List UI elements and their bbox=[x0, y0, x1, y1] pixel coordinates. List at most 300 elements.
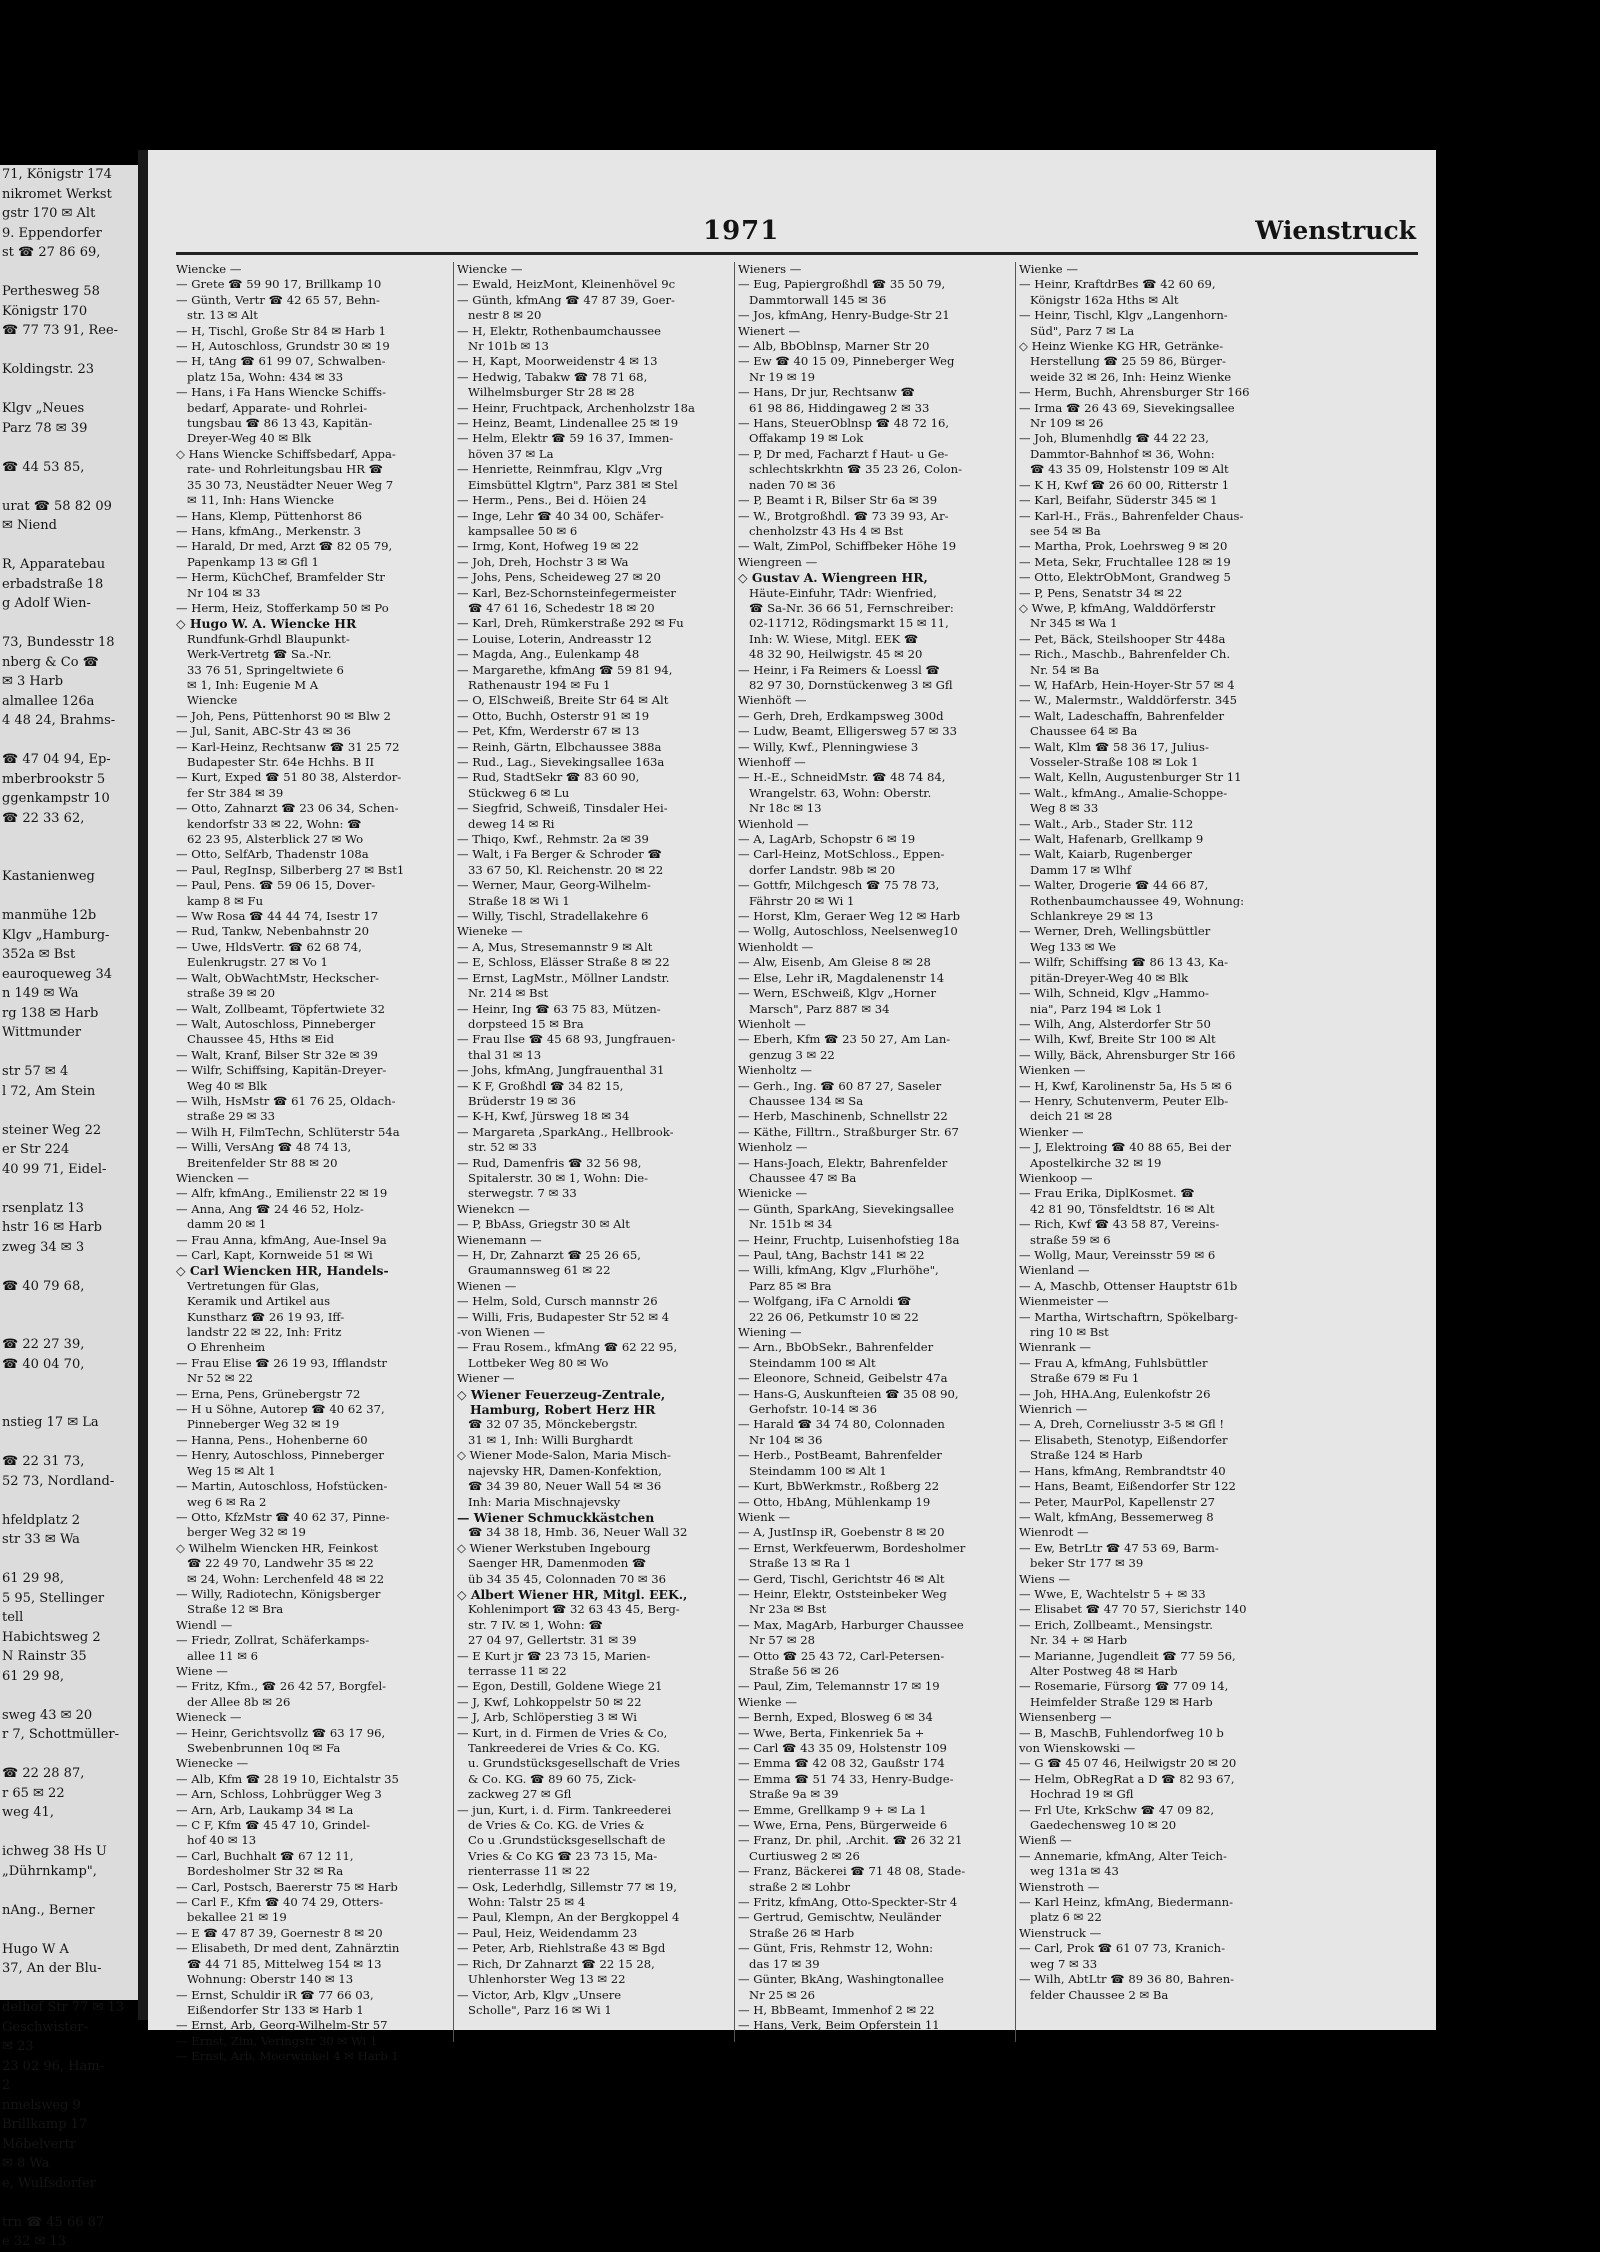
directory-entry: — Frl Ute, KrkSchw ☎ 47 09 82, bbox=[1019, 1802, 1215, 1817]
directory-entry: — J, Arb, Schlöperstieg 3 ✉ Wi bbox=[457, 1710, 637, 1725]
directory-entry: — Rud, Damenfris ☎ 32 56 98, bbox=[457, 1155, 642, 1170]
directory-entry: — jun, Kurt, i. d. Firm. Tankreederei bbox=[457, 1802, 672, 1817]
left-fragment-line: sweg 43 ✉ 20 bbox=[2, 1707, 93, 1723]
left-fragment-line bbox=[0, 380, 138, 400]
left-fragment-line: almallee 126a bbox=[2, 693, 95, 709]
directory-entry: — Wwe, Berta, Finkenriek 5a + bbox=[738, 1725, 925, 1740]
directory-entry: Wienemann — bbox=[457, 1232, 542, 1247]
directory-entry: — P, Dr med, Facharzt f Haut- u Ge- bbox=[738, 446, 949, 461]
left-fragment-line bbox=[0, 1433, 138, 1453]
directory-entry: — P, Beamt i R, Bilser Str 6a ✉ 39 bbox=[738, 493, 938, 508]
directory-entry: — B, MaschB, Fuhlendorfweg 10 b bbox=[1019, 1725, 1224, 1740]
directory-entry: terrasse 11 ✉ 22 bbox=[457, 1663, 567, 1678]
left-fragment-line: str 33 ✉ Wa bbox=[2, 1532, 80, 1547]
directory-entry: — Carl-Heinz, MotSchloss., Eppen- bbox=[738, 847, 945, 862]
directory-entry: straße 39 ✉ 20 bbox=[176, 986, 275, 1001]
directory-entry: Wienicke — bbox=[738, 1186, 808, 1201]
directory-entry: — Paul, Klempn, An der Bergkoppel 4 bbox=[457, 1910, 680, 1925]
directory-entry: — C F, Kfm ☎ 45 47 10, Grindel- bbox=[176, 1818, 371, 1833]
directory-entry: das 17 ✉ 39 bbox=[738, 1956, 820, 1971]
left-fragment-line: weg 41, bbox=[2, 1805, 54, 1820]
left-fragment-line: hfeldplatz 2 bbox=[2, 1512, 81, 1528]
directory-entry: — Carl, Kapt, Kornweide 51 ✉ Wi bbox=[176, 1248, 373, 1262]
directory-entry: — Walt, Klm ☎ 58 36 17, Julius- bbox=[1019, 739, 1209, 754]
directory-entry: — Arn., BbObSekr., Bahrenfelder bbox=[738, 1340, 934, 1355]
directory-entry: — Fritz, kfmAng, Otto-Speckter-Str 4 bbox=[738, 1895, 958, 1910]
directory-entry: — Willy, Tischl, Stradellakehre 6 bbox=[457, 909, 649, 924]
left-fragment-line: Hugo W A bbox=[2, 1941, 69, 1957]
left-fragment-line bbox=[0, 1920, 138, 1940]
directory-entry: -von Wienen — bbox=[457, 1325, 545, 1340]
directory-entry: Gerhofstr. 10-14 ✉ 36 bbox=[738, 1402, 877, 1417]
directory-entry: Wienert — bbox=[738, 323, 801, 338]
directory-entry: — Willy, Radiotechn, Königsberger bbox=[176, 1586, 381, 1601]
directory-entry: — Eleonore, Schneid, Geibelstr 47a bbox=[738, 1371, 948, 1386]
directory-entry: najevsky HR, Damen-Konfektion, bbox=[457, 1463, 662, 1478]
directory-entry: Nr 345 ✉ Wa 1 bbox=[1019, 616, 1118, 631]
directory-entry: Wrangelstr. 63, Wohn: Oberstr. bbox=[738, 785, 932, 800]
directory-entry: — Peter, MaurPol, Kapellenstr 27 bbox=[1019, 1494, 1215, 1509]
directory-entry: ◇ Hans Wiencke Schiffsbedarf, Appa- bbox=[176, 446, 396, 461]
directory-entry: Nr 57 ✉ 28 bbox=[738, 1633, 816, 1648]
directory-entry: — Heinr, Ing ☎ 63 75 83, Mützen- bbox=[457, 1001, 661, 1016]
directory-entry: Chaussee 45, Hths ✉ Eid bbox=[176, 1032, 335, 1047]
left-fragment-line: ☎ 40 79 68, bbox=[2, 1278, 85, 1294]
directory-entry: — A, JustInsp iR, Goebenstr 8 ✉ 20 bbox=[738, 1525, 945, 1540]
book-gutter bbox=[138, 150, 148, 2020]
directory-entry: ◇ Gustav A. Wiengreen HR, bbox=[738, 570, 928, 586]
directory-entry: 22 26 06, Petkumstr 10 ✉ 22 bbox=[738, 1309, 919, 1324]
directory-entry: — Harald, Dr med, Arzt ☎ 82 05 79, bbox=[176, 539, 393, 554]
directory-entry: Königstr 162a Hths ✉ Alt bbox=[1019, 292, 1179, 307]
directory-entry: — Wilh, AbtLtr ☎ 89 36 80, Bahren- bbox=[1019, 1972, 1235, 1987]
directory-entry: nestr 8 ✉ 20 bbox=[457, 308, 542, 323]
directory-entry: — Helm, Elektr ☎ 59 16 37, Immen- bbox=[457, 431, 674, 446]
directory-entry: — Ernst, Arb, Georg-Wilhelm-Str 57 bbox=[176, 2018, 388, 2033]
column-divider bbox=[453, 262, 454, 2042]
directory-entry: — Thiqo, Kwf., Rehmstr. 2a ✉ 39 bbox=[457, 832, 649, 847]
directory-entry: 02-11712, Rödingsmarkt 15 ✉ 11, bbox=[738, 616, 949, 631]
directory-entry: deweg 14 ✉ Ri bbox=[457, 816, 555, 831]
directory-entry: Weg 40 ✉ Blk bbox=[176, 1078, 268, 1093]
directory-entry: — Willi, Fris, Budapester Str 52 ✉ 4 bbox=[457, 1309, 670, 1324]
left-fragment-line: ☎ 22 27 39, bbox=[2, 1337, 85, 1352]
directory-entry: Wienecke — bbox=[176, 1756, 249, 1771]
directory-entry: 61 98 86, Hiddingaweg 2 ✉ 33 bbox=[738, 400, 930, 415]
directory-entry: — Wilh, Ang, Alsterdorfer Str 50 bbox=[1019, 1016, 1211, 1031]
directory-entry: von Wienskowski — bbox=[1019, 1741, 1136, 1755]
directory-entry: höven 37 ✉ La bbox=[457, 446, 554, 461]
directory-entry: — Erich, Zollbeamt., Mensingstr. bbox=[1019, 1617, 1213, 1632]
left-fragment-line bbox=[0, 1491, 138, 1511]
directory-entry: Straße 13 ✉ Ra 1 bbox=[738, 1556, 852, 1571]
directory-entry: — Jos, kfmAng, Henry-Budge-Str 21 bbox=[738, 308, 950, 323]
left-fragment-line: r 7, Schottmüller- bbox=[2, 1727, 120, 1742]
directory-entry: straße 59 ✉ 6 bbox=[1019, 1232, 1111, 1247]
directory-entry: de Vries & Co. KG. de Vries & bbox=[457, 1818, 645, 1833]
directory-entry: — Wolfgang, iFa C Arnoldi ☎ bbox=[738, 1294, 912, 1309]
left-fragment-line: Geschwister- bbox=[2, 2019, 88, 2035]
directory-entry: — J, Elektroing ☎ 40 88 65, Bei der bbox=[1019, 1140, 1231, 1155]
directory-entry: — Martha, Prok, Loehrsweg 9 ✉ 20 bbox=[1019, 539, 1228, 554]
directory-entry: Wiens — bbox=[1019, 1571, 1070, 1586]
left-fragment-line: N Rainstr 35 bbox=[2, 1649, 87, 1664]
directory-entry: — Ew, BetrLtr ☎ 47 53 69, Barm- bbox=[1019, 1540, 1219, 1555]
directory-entry: ◇ Albert Wiener HR, Mitgl. EEK., bbox=[457, 1586, 688, 1602]
directory-entry: Wiencke — bbox=[176, 262, 242, 276]
directory-entry: — Wollg, Maur, Vereinsstr 59 ✉ 6 bbox=[1019, 1248, 1216, 1262]
directory-entry: Wienken — bbox=[1019, 1063, 1086, 1078]
directory-entry: damm 20 ✉ 1 bbox=[176, 1217, 267, 1232]
directory-entry: 42 81 90, Tönsfeldtstr. 16 ✉ Alt bbox=[1019, 1201, 1215, 1216]
left-fragment-line bbox=[0, 1686, 138, 1706]
left-fragment-line bbox=[0, 2193, 138, 2213]
directory-entry: — K H, Kwf ☎ 26 60 00, Ritterstr 1 bbox=[1019, 477, 1230, 492]
directory-entry: — Victor, Arb, Klgv „Unsere bbox=[457, 1987, 622, 2002]
directory-entry: — Helm, ObRegRat a D ☎ 82 93 67, bbox=[1019, 1771, 1235, 1786]
directory-entry: platz 15a, Wohn: 434 ✉ 33 bbox=[176, 369, 344, 384]
directory-entry: — Wiener Schmuckkästchen bbox=[457, 1509, 655, 1525]
directory-entry: ☎ Sa-Nr. 36 66 51, Fernschreiber: bbox=[738, 600, 954, 615]
directory-entry: Weg 133 ✉ We bbox=[1019, 939, 1117, 954]
directory-entry: — Frau Erika, DiplKosmet. ☎ bbox=[1019, 1186, 1195, 1201]
directory-entry: Parz 85 ✉ Bra bbox=[738, 1278, 832, 1293]
directory-entry: — Anna, Ang ☎ 24 46 52, Holz- bbox=[176, 1201, 364, 1216]
directory-entry: platz 6 ✉ 22 bbox=[1019, 1910, 1102, 1925]
directory-entry: — Martin, Autoschloss, Hofstücken- bbox=[176, 1479, 388, 1494]
left-fragment-line bbox=[0, 1296, 138, 1316]
directory-entry: — Frau A, kfmAng, Fuhlsbüttler bbox=[1019, 1355, 1208, 1370]
directory-entry: — Henry, Autoschloss, Pinneberger bbox=[176, 1448, 384, 1463]
left-fragment-line: nmelsweg 9 bbox=[2, 2097, 81, 2113]
directory-entry: genzug 3 ✉ 22 bbox=[738, 1047, 835, 1062]
directory-entry: Wienekcn — bbox=[457, 1201, 530, 1216]
directory-entry: — Karl, Beifahr, Süderstr 345 ✉ 1 bbox=[1019, 493, 1218, 508]
directory-entry: — A, Dreh, Corneliusstr 3-5 ✉ Gfl ! bbox=[1019, 1417, 1225, 1432]
directory-entry: Nr 19 ✉ 19 bbox=[738, 369, 816, 384]
directory-entry: — Herb, Maschinenb, Schnellstr 22 bbox=[738, 1109, 948, 1124]
column-4 bbox=[1019, 262, 1292, 2042]
directory-entry: u. Grundstücksgesellschaft de Vries bbox=[457, 1756, 680, 1771]
directory-entry: — Carl ☎ 43 35 09, Holstenstr 109 bbox=[738, 1741, 947, 1755]
directory-entry: — H, Tischl, Große Str 84 ✉ Harb 1 bbox=[176, 323, 386, 338]
directory-entry: Lottbeker Weg 80 ✉ Wo bbox=[457, 1355, 609, 1370]
directory-entry: — Paul, tAng, Bachstr 141 ✉ 22 bbox=[738, 1248, 925, 1262]
directory-entry: — Helm, Sold, Cursch mannstr 26 bbox=[457, 1294, 658, 1309]
directory-entry: — Paul, Heiz, Weidendamm 23 bbox=[457, 1925, 638, 1940]
directory-entry: Breitenfelder Str 88 ✉ 20 bbox=[176, 1155, 338, 1170]
directory-entry: Rathenaustr 194 ✉ Fu 1 bbox=[457, 677, 611, 692]
directory-entry: ◇ Carl Wiencken HR, Handels- bbox=[176, 1263, 389, 1279]
directory-entry: — Friedr, Zollrat, Schäferkamps- bbox=[176, 1633, 370, 1648]
directory-entry: Eimsbüttel Klgtrn", Parz 381 ✉ Stel bbox=[457, 477, 678, 492]
directory-entry: ◇ Wiener Feuerzeug-Zentrale, bbox=[457, 1386, 666, 1402]
directory-entry: — Hans, kfmAng, Rembrandtstr 40 bbox=[1019, 1463, 1226, 1478]
directory-entry: — Franz, Dr. phil, .Archit. ☎ 26 32 21 bbox=[738, 1833, 963, 1848]
left-fragment-line: Parz 78 ✉ 39 bbox=[2, 420, 88, 436]
directory-entry: — Walt, ZimPol, Schiffbeker Höhe 19 bbox=[738, 539, 957, 554]
directory-entry: — Wollg, Autoschloss, Neelsenweg10 bbox=[738, 924, 958, 939]
left-fragment-line: 4 48 24, Brahms- bbox=[2, 713, 116, 728]
directory-entry: — Willi, VersAng ☎ 48 74 13, bbox=[176, 1140, 352, 1155]
left-fragment-line: 40 99 71, Eidel- bbox=[2, 1161, 107, 1177]
directory-entry: ◇ Hugo W. A. Wiencke HR bbox=[176, 616, 357, 632]
directory-entry: — Kurt, Exped ☎ 51 80 38, Alsterdor- bbox=[176, 770, 402, 785]
directory-entry: Steindamm 100 ✉ Alt bbox=[738, 1355, 876, 1370]
directory-entry: Dammtor-Bahnhof ✉ 36, Wohn: bbox=[1019, 446, 1215, 461]
directory-entry: — A, LagArb, Schopstr 6 ✉ 19 bbox=[738, 832, 916, 847]
directory-entry: Hochrad 19 ✉ Gfl bbox=[1019, 1787, 1134, 1802]
left-fragment-line: ✉ 8 Wa bbox=[2, 2156, 50, 2171]
directory-entry: Vertretungen für Glas, bbox=[176, 1278, 320, 1293]
directory-entry: — Elisabeth, Dr med dent, Zahnärztin bbox=[176, 1941, 400, 1956]
directory-entry: Offakamp 19 ✉ Lok bbox=[738, 431, 864, 446]
directory-entry: Wienkoop — bbox=[1019, 1170, 1093, 1185]
directory-entry: — Hans, Dr jur, Rechtsanw ☎ bbox=[738, 385, 915, 400]
directory-entry: — Otto, SelfArb, Thadenstr 108a bbox=[176, 847, 369, 862]
directory-entry: & Co. KG. ☎ 89 60 75, Zick- bbox=[457, 1771, 637, 1786]
directory-entry: — Ernst, Schuldir iR ☎ 77 66 03, bbox=[176, 1987, 374, 2002]
directory-entry: Wienhoff — bbox=[738, 755, 806, 769]
directory-entry: — Heinr, i Fa Reimers & Loessl ☎ bbox=[738, 662, 940, 677]
directory-entry: — Eberh, Kfm ☎ 23 50 27, Am Lan- bbox=[738, 1032, 951, 1047]
directory-entry: Kohlenimport ☎ 32 63 43 45, Berg- bbox=[457, 1602, 680, 1617]
directory-entry: — Carl, Prok ☎ 61 07 73, Kranich- bbox=[1019, 1941, 1226, 1956]
directory-entry: — Harald ☎ 34 74 80, Colonnaden bbox=[738, 1417, 945, 1432]
left-fragment-line: zweg 34 ✉ 3 bbox=[2, 1239, 85, 1255]
directory-entry: — Karl, Dreh, Rümkerstraße 292 ✉ Fu bbox=[457, 616, 684, 631]
directory-entry: Wiener — bbox=[457, 1371, 515, 1386]
directory-entry: ◇ Heinz Wienke KG HR, Getränke- bbox=[1019, 339, 1224, 354]
directory-entry: — Frau Anna, kfmAng, Aue-Insel 9a bbox=[176, 1232, 387, 1247]
left-fragment-line bbox=[0, 848, 138, 868]
directory-entry: Wieneck — bbox=[176, 1710, 242, 1725]
directory-entry: Nr 23a ✉ Bst bbox=[738, 1602, 827, 1617]
directory-entry: Straße 124 ✉ Harb bbox=[1019, 1448, 1143, 1463]
directory-entry: — O, ElSchweiß, Breite Str 64 ✉ Alt bbox=[457, 693, 669, 708]
left-fragment-line: ☎ 77 73 91, Ree- bbox=[2, 323, 119, 338]
directory-entry: — K F, Großhdl ☎ 34 82 15, bbox=[457, 1078, 624, 1093]
directory-entry: — Günt, Fris, Rehmstr 12, Wohn: bbox=[738, 1941, 934, 1956]
directory-entry: Wiendl — bbox=[176, 1617, 233, 1632]
left-fragment-line: ☎ 22 31 73, bbox=[2, 1454, 85, 1469]
directory-entry: — Rosemarie, Fürsorg ☎ 77 09 14, bbox=[1019, 1679, 1229, 1694]
directory-entry: 62 23 95, Alsterblick 27 ✉ Wo bbox=[176, 832, 364, 847]
directory-entry: Saenger HR, Damenmoden ☎ bbox=[457, 1556, 647, 1571]
left-fragment-line bbox=[0, 731, 138, 751]
directory-entry: — Martha, Wirtschaftrn, Spökelbarg- bbox=[1019, 1309, 1238, 1324]
directory-entry: — Heinz, Beamt, Lindenallee 25 ✉ 19 bbox=[457, 416, 679, 431]
directory-entry: 27 04 97, Gellertstr. 31 ✉ 39 bbox=[457, 1633, 637, 1648]
directory-entry: Inh: Maria Mischnajevsky bbox=[457, 1494, 621, 1509]
column-divider bbox=[1015, 262, 1016, 2042]
directory-entry: — Franz, Bäckerei ☎ 71 48 08, Stade- bbox=[738, 1864, 966, 1879]
left-fragment-line bbox=[0, 1043, 138, 1063]
directory-entry: Wienke — bbox=[738, 1694, 797, 1709]
directory-entry: Straße 9a ✉ 39 bbox=[738, 1787, 839, 1802]
directory-entry: rienterrasse 11 ✉ 22 bbox=[457, 1864, 591, 1879]
directory-entry: Wienrich — bbox=[1019, 1402, 1088, 1417]
directory-entry: — W, HafArb, Hein-Hoyer-Str 57 ✉ 4 bbox=[1019, 677, 1235, 692]
left-fragment-line: g Adolf Wien- bbox=[2, 596, 91, 611]
left-fragment-line: rsenplatz 13 bbox=[2, 1200, 84, 1216]
directory-entry: Straße 18 ✉ Wi 1 bbox=[457, 893, 570, 908]
directory-entry: — G ☎ 45 07 46, Heilwigstr 20 ✉ 20 bbox=[1019, 1756, 1237, 1771]
directory-entry: Wohnung: Oberstr 140 ✉ 13 bbox=[176, 1972, 354, 1987]
directory-entry: — Magda, Ang., Eulenkamp 48 bbox=[457, 647, 640, 662]
directory-entry: Kunstharz ☎ 26 19 93, Iff- bbox=[176, 1309, 345, 1324]
directory-entry: bekallee 21 ✉ 19 bbox=[176, 1910, 287, 1925]
left-fragment-line: nstieg 17 ✉ La bbox=[2, 1415, 99, 1430]
directory-entry: — Peter, Arb, Riehlstraße 43 ✉ Bgd bbox=[457, 1941, 666, 1956]
left-fragment-line bbox=[0, 1745, 138, 1765]
directory-entry: 35 30 73, Neustädter Neuer Weg 7 bbox=[176, 477, 394, 492]
left-fragment-line: 61 29 98, bbox=[2, 1668, 65, 1684]
directory-entry: — Werner, Maur, Georg-Wilhelm- bbox=[457, 878, 651, 893]
directory-entry: ✉ 11, Inh: Hans Wiencke bbox=[176, 493, 334, 508]
directory-entry: nia", Parz 194 ✉ Lok 1 bbox=[1019, 1001, 1163, 1016]
left-fragment-line: Möbelvertr bbox=[2, 2136, 77, 2152]
directory-entry: Wienhold — bbox=[738, 816, 809, 831]
directory-entry: — Joh, Dreh, Hochstr 3 ✉ Wa bbox=[457, 554, 629, 569]
column-2 bbox=[457, 262, 730, 2042]
directory-entry: Vries & Co KG ☎ 23 73 15, Ma- bbox=[457, 1848, 658, 1863]
directory-entry: Eulenkrugstr. 27 ✉ Vo 1 bbox=[176, 955, 328, 970]
left-fragment-line bbox=[0, 1979, 138, 1999]
directory-entry: — Hans, kfmAng., Merkenstr. 3 bbox=[176, 523, 361, 538]
directory-entry: — Joh, HHA.Ang, Eulenkofstr 26 bbox=[1019, 1386, 1211, 1401]
directory-entry: — Paul, RegInsp, Silberberg 27 ✉ Bst1 bbox=[176, 862, 405, 877]
directory-entry: Nr 109 ✉ 26 bbox=[1019, 416, 1104, 431]
directory-entry: pitän-Dreyer-Weg 40 ✉ Blk bbox=[1019, 970, 1189, 985]
directory-entry: Stückweg 6 ✉ Lu bbox=[457, 785, 570, 800]
directory-entry: — Herb., PostBeamt, Bahrenfelder bbox=[738, 1448, 942, 1463]
directory-entry: Dammtorwall 145 ✉ 36 bbox=[738, 292, 887, 307]
directory-entry: Wienland — bbox=[1019, 1263, 1090, 1278]
directory-entry: — Gerd, Tischl, Gerichtstr 46 ✉ Alt bbox=[738, 1571, 945, 1586]
left-fragment-line: hstr 16 ✉ Harb bbox=[2, 1220, 102, 1235]
directory-entry: — Joh, Blumenhdlg ☎ 44 22 23, bbox=[1019, 431, 1209, 446]
directory-entry: — Karl-Heinz, Rechtsanw ☎ 31 25 72 bbox=[176, 739, 400, 754]
directory-entry: Straße 679 ✉ Fu 1 bbox=[1019, 1371, 1140, 1386]
left-fragment-line: n 149 ✉ Wa bbox=[2, 986, 79, 1001]
left-fragment-line: Perthesweg 58 bbox=[2, 284, 100, 299]
directory-entry: — Erna, Pens, Grünebergstr 72 bbox=[176, 1386, 361, 1401]
directory-entry: — Hedwig, Tabakw ☎ 78 71 68, bbox=[457, 369, 648, 384]
directory-entry: O Ehrenheim bbox=[176, 1340, 266, 1355]
directory-entry: str. 7 IV. ✉ 1, Wohn: ☎ bbox=[457, 1617, 603, 1632]
directory-entry: ✉ 1, Inh: Eugenie M A bbox=[176, 677, 319, 692]
left-fragment-line: Brillkamp 17 bbox=[2, 2117, 88, 2132]
directory-entry: Wilhelmsburger Str 28 ✉ 28 bbox=[457, 385, 635, 400]
left-fragment-line: 23 02 96, Ham- bbox=[2, 2058, 104, 2074]
directory-entry: — Alw, Eisenb, Am Gleise 8 ✉ 28 bbox=[738, 955, 931, 970]
running-head: Wienstruck bbox=[1255, 216, 1416, 245]
directory-entry: Straße 12 ✉ Bra bbox=[176, 1602, 284, 1617]
directory-entry: — Willy, Bäck, Ahrensburger Str 166 bbox=[1019, 1047, 1236, 1062]
directory-entry: Rundfunk-Grhdl Blaupunkt- bbox=[176, 631, 350, 646]
left-fragment-line: steiner Weg 22 bbox=[2, 1122, 102, 1138]
directory-entry: Papenkamp 13 ✉ Gfl 1 bbox=[176, 554, 319, 569]
directory-entry: Wienker — bbox=[1019, 1124, 1084, 1139]
directory-entry: — H, tAng ☎ 61 99 07, Schwalben- bbox=[176, 354, 386, 369]
directory-entry: Wienk — bbox=[738, 1509, 791, 1524]
directory-entry: ◇ Wiener Werkstuben Ingebourg bbox=[457, 1540, 651, 1555]
directory-entry: Nr. 151b ✉ 34 bbox=[738, 1217, 833, 1232]
directory-entry: Wienrodt — bbox=[1019, 1525, 1089, 1540]
directory-entry: ☎ 44 71 85, Mittelweg 154 ✉ 13 bbox=[176, 1956, 382, 1971]
directory-entry: — Otto ☎ 25 43 72, Carl-Petersen- bbox=[738, 1648, 945, 1663]
directory-entry: — Wilfr, Schiffsing ☎ 86 13 43, Ka- bbox=[1019, 955, 1229, 970]
directory-entry: — Walt, Kelln, Augustenburger Str 11 bbox=[1019, 770, 1242, 785]
directory-entry: — Grete ☎ 59 90 17, Brillkamp 10 bbox=[176, 277, 382, 292]
directory-entry: weg 131a ✉ 43 bbox=[1019, 1864, 1119, 1879]
directory-entry: Pinneberger Weg 32 ✉ 19 bbox=[176, 1417, 340, 1432]
directory-entry: — Willy, Kwf., Plenningwiese 3 bbox=[738, 739, 919, 754]
directory-entry: — Egon, Destill, Goldene Wiege 21 bbox=[457, 1679, 663, 1694]
directory-entry: ☎ 34 38 18, Hmb. 36, Neuer Wall 32 bbox=[457, 1525, 688, 1540]
directory-entry: Wienß — bbox=[1019, 1833, 1072, 1848]
directory-entry: — A, Mus, Stresemannstr 9 ✉ Alt bbox=[457, 939, 653, 954]
directory-entry: zackweg 27 ✉ Gfl bbox=[457, 1787, 572, 1802]
directory-entry: — Heinr, Tischl, Klgv „Langenhorn- bbox=[1019, 308, 1228, 323]
directory-entry: — H, Dr, Zahnarzt ☎ 25 26 65, bbox=[457, 1248, 641, 1262]
directory-entry: — Walter, Drogerie ☎ 44 66 87, bbox=[1019, 878, 1209, 893]
directory-entry: — Günth, SparkAng, Sievekingsallee bbox=[738, 1201, 954, 1216]
directory-entry: Wienholdt — bbox=[738, 939, 814, 954]
directory-entry: — Wwe, Erna, Pens, Bürgerweide 6 bbox=[738, 1818, 948, 1833]
directory-entry: ☎ 43 35 09, Holstenstr 109 ✉ Alt bbox=[1019, 462, 1229, 477]
directory-entry: — Arn, Schloss, Lohbrügger Weg 3 bbox=[176, 1787, 382, 1802]
directory-entry: — Arn, Arb, Laukamp 34 ✉ La bbox=[176, 1802, 354, 1817]
directory-entry: — Ernst, Zim, Veringstr 30 ✉ Wi 1 bbox=[176, 2033, 378, 2048]
directory-entry: — Wwe, E, Wachtelstr 5 + ✉ 33 bbox=[1019, 1586, 1206, 1601]
directory-entry: — Hans, Beamt, Eißendorfer Str 122 bbox=[1019, 1479, 1236, 1494]
directory-entry: — Max, MagArb, Harburger Chaussee bbox=[738, 1617, 964, 1632]
directory-entry: — Hans, SteuerOblnsp ☎ 48 72 16, bbox=[738, 416, 950, 431]
directory-entry: — Paul, Pens. ☎ 59 06 15, Dover- bbox=[176, 878, 376, 893]
directory-entry: Wienholz — bbox=[738, 1140, 808, 1155]
directory-entry: — Heinr, Fruchtp, Luisenhofstieg 18a bbox=[738, 1232, 960, 1247]
directory-entry: Wienhöft — bbox=[738, 693, 807, 708]
directory-entry: ✉ 24, Wohn: Lerchenfeld 48 ✉ 22 bbox=[176, 1571, 385, 1586]
directory-entry: Nr 104 ✉ 33 bbox=[176, 585, 261, 600]
directory-entry: der Allee 8b ✉ 26 bbox=[176, 1694, 291, 1709]
directory-entry: — Carl, Postsch, Baererstr 75 ✉ Harb bbox=[176, 1879, 398, 1894]
directory-entry: — Herm., Pens., Bei d. Höien 24 bbox=[457, 493, 647, 508]
left-fragment-line: Klgv „Hamburg- bbox=[2, 927, 110, 943]
directory-entry: — H.-E., SchneidMstr. ☎ 48 74 84, bbox=[738, 770, 946, 785]
directory-entry: — Joh, Pens, Püttenhorst 90 ✉ Blw 2 bbox=[176, 708, 391, 723]
directory-entry: Chaussee 134 ✉ Sa bbox=[738, 1093, 864, 1108]
directory-entry: — Irmg, Kont, Hofweg 19 ✉ 22 bbox=[457, 539, 639, 554]
column-3 bbox=[738, 262, 1011, 2042]
left-fragment-line: 37, An der Blu- bbox=[2, 1961, 102, 1976]
directory-entry: — Hans-Joach, Elektr, Bahrenfelder bbox=[738, 1155, 948, 1170]
directory-entry: — Heinr, Gerichtsvollz ☎ 63 17 96, bbox=[176, 1725, 386, 1740]
left-fragment-line: ☎ 47 04 94, Ep- bbox=[2, 752, 111, 767]
directory-entry: — Hans-G, Auskunfteien ☎ 35 08 90, bbox=[738, 1386, 959, 1401]
left-fragment-line: ✉ 3 Harb bbox=[2, 674, 64, 689]
left-fragment-line: ichweg 38 Hs U bbox=[2, 1844, 107, 1859]
left-fragment-line bbox=[0, 477, 138, 497]
directory-entry: — Frau Elise ☎ 26 19 93, Ifflandstr bbox=[176, 1355, 387, 1370]
directory-entry: Wohn: Talstr 25 ✉ 4 bbox=[457, 1895, 586, 1910]
directory-entry: — Gottfr, Milchgesch ☎ 75 78 73, bbox=[738, 878, 940, 893]
directory-entry: — Günth, kfmAng ☎ 47 87 39, Goer- bbox=[457, 292, 675, 307]
directory-entry: Wiencke — bbox=[457, 262, 523, 276]
directory-entry: — Willi, kfmAng, Klgv „Flurhöhe", bbox=[738, 1263, 939, 1278]
